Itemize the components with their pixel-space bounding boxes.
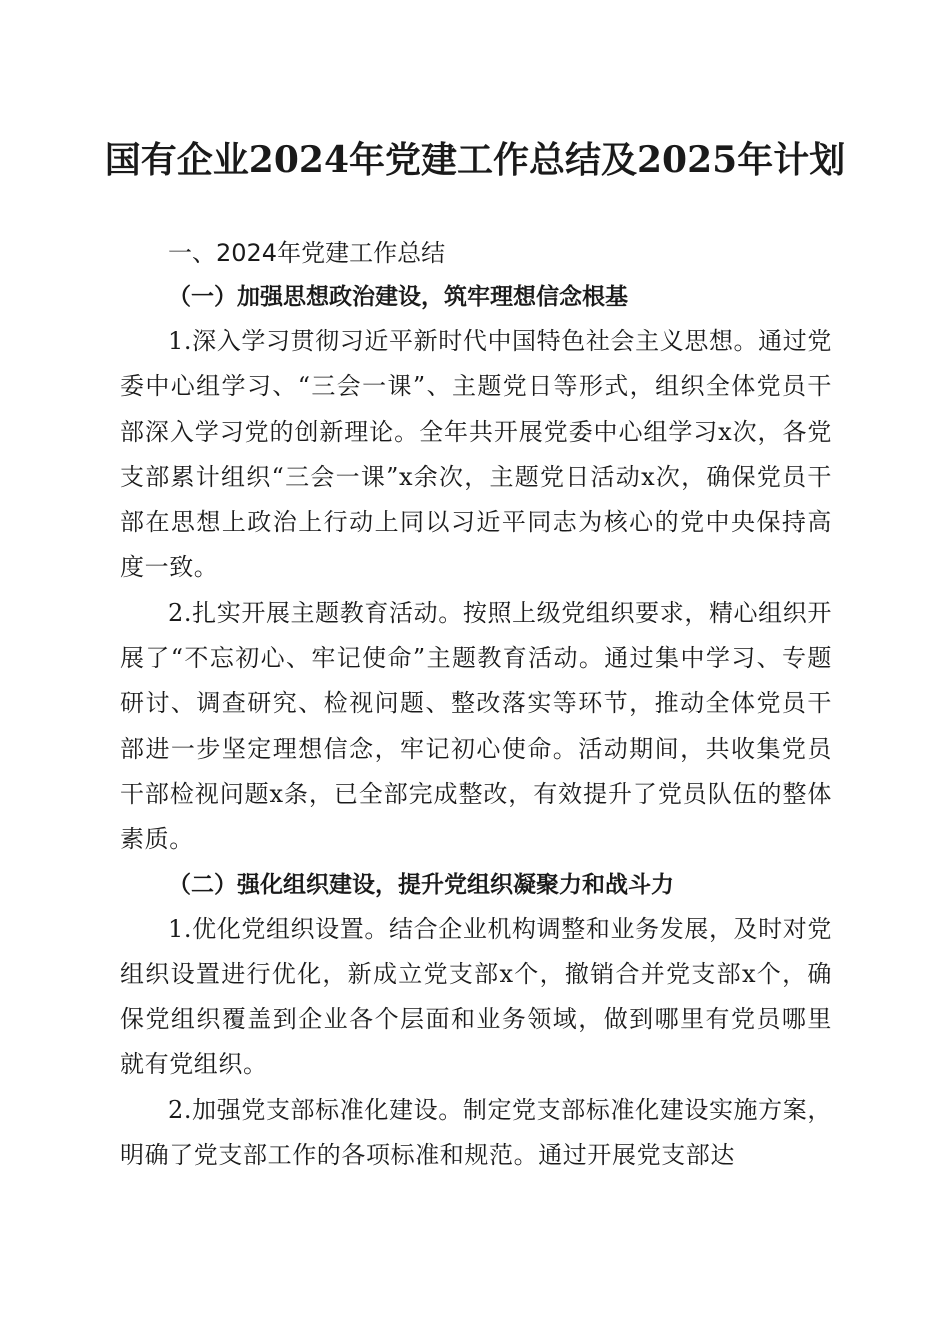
subsection-heading-2: （二）强化组织建设，提升党组织凝聚力和战斗力 bbox=[168, 870, 674, 898]
section-heading-1: 一、2024年党建工作总结 bbox=[168, 239, 446, 267]
document-body bbox=[120, 231, 832, 1178]
paragraph-1-1: 1.深入学习贯彻习近平新时代中国特色社会主义思想。通过党委中心组学习、“三会一课”、主题党日等形式，组织全体党员干部深入学习党的创新理论。全年共开展党委中心组学习x次，各党支部累计组织“三会一课”x余次，主题党日活动x次，确保党员干部在思想上政治上行动上同以习近平同志为核心的党中央保持高度一致。 bbox=[120, 327, 832, 582]
document-title: 国有企业2024年党建工作总结及2025年计划 bbox=[104, 139, 846, 181]
paragraph-2-1: 1.优化党组织设置。结合企业机构调整和业务发展，及时对党组织设置进行优化，新成立党支部x个，撤销合并党支部x个，确保党组织覆盖到企业各个层面和业务领域，做到哪里有党员哪里就有党组织。 bbox=[120, 914, 832, 1079]
paragraph-1-2: 2.扎实开展主题教育活动。按照上级党组织要求，精心组织开展了“不忘初心、牢记使命”主题教育活动。通过集中学习、专题研讨、调查研究、检视问题、整改落实等环节，推动全体党员干部进一步坚定理想信念，牢记初心使命。活动期间，共收集党员干部检视问题x条，已全部完成整改，有效提升了党员队伍的整体素质。 bbox=[120, 598, 832, 854]
paragraph-2-2: 2.加强党支部标准化建设。制定党支部标准化建设实施方案，明确了党支部工作的各项标准和规范。通过开展党支部达 bbox=[120, 1095, 832, 1170]
subsection-heading-1: （一）加强思想政治建设，筑牢理想信念根基 bbox=[168, 283, 628, 310]
